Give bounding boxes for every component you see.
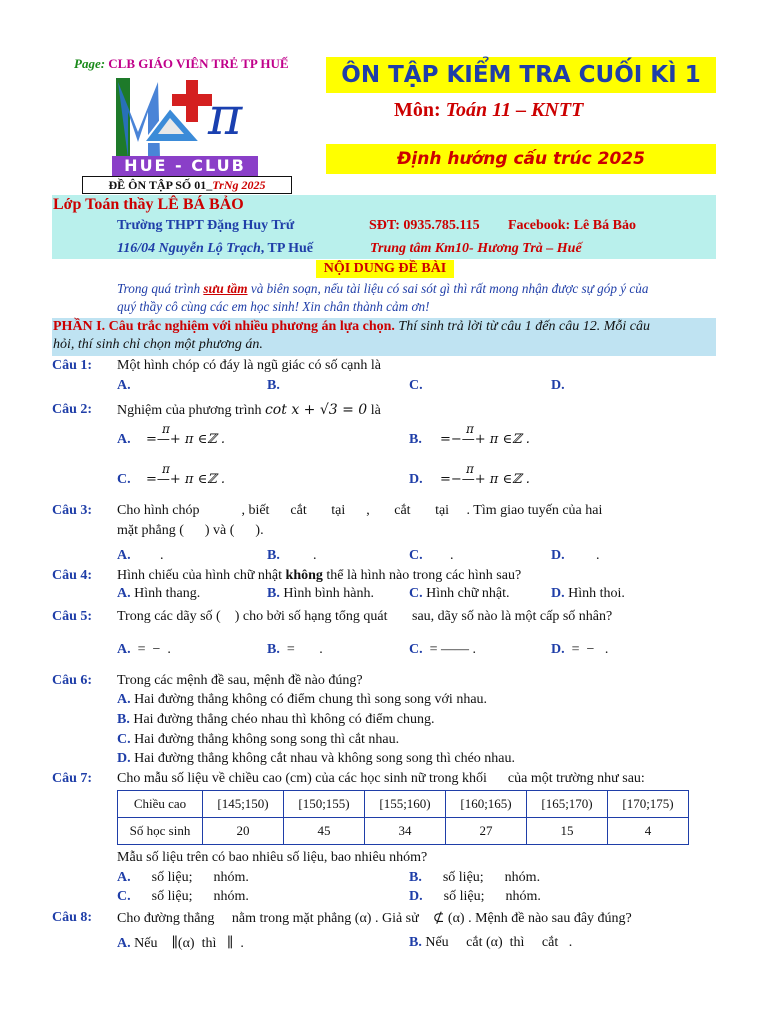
page-title: ÔN TẬP KIỂM TRA CUỐI KÌ 1 bbox=[341, 62, 701, 88]
q2-b-frac: =−—+ π ∈ℤ . bbox=[440, 432, 530, 447]
svg-text:π: π bbox=[208, 87, 243, 147]
q6-option-d[interactable] bbox=[117, 751, 515, 767]
table-cell: 20 bbox=[203, 818, 284, 845]
q2-stem: Nghiệm của phương trình bbox=[117, 403, 262, 418]
orientation: Định hướng cấu trúc 2025 bbox=[397, 149, 645, 169]
q6-d-label: D. bbox=[117, 751, 131, 766]
intro-line-2: quý thầy cô cùng các em học sinh! Xin chân thành cảm ơn! bbox=[117, 299, 430, 314]
q3-stem: Cho hình chóp , biết cắt tại , cắt tại . Tìm giao tuyến của hai bbox=[117, 503, 603, 518]
logo-text: HUE - CLUB bbox=[112, 156, 258, 176]
address: 116/04 Nguyễn Lộ Trạch bbox=[117, 241, 261, 256]
facebook: Facebook: Lê Bá Bảo bbox=[508, 218, 636, 233]
q7-a-label: A. bbox=[117, 870, 131, 885]
class-name: Lớp Toán thầy LÊ BÁ BẢO bbox=[53, 196, 244, 213]
q5-option-b[interactable] bbox=[267, 642, 323, 658]
q5-b-math: = . bbox=[286, 642, 323, 657]
q6-a-label: A. bbox=[117, 692, 131, 707]
page-source bbox=[74, 56, 289, 72]
q4-a-label: A. bbox=[117, 586, 131, 601]
city: , TP Huế bbox=[260, 241, 314, 256]
intro-1a: Trong quá trình bbox=[117, 281, 204, 296]
q6-c-text: Hai đường thẳng không song song thì cắt nhau. bbox=[130, 732, 400, 747]
q7-a-text: số liệu; nhóm. bbox=[151, 870, 249, 885]
table-cell: [165;170) bbox=[527, 791, 608, 818]
q6-d-text: Hai đường thẳng không cắt nhau và không song song thì chéo nhau. bbox=[130, 751, 515, 766]
q6-b-text: Hai đường thẳng chéo nhau thì không có điểm chung. bbox=[129, 712, 435, 727]
table-cell: 27 bbox=[446, 818, 527, 845]
part1-desc-1: Thí sinh trả lời từ câu 1 đến câu 12. Mỗi câu bbox=[394, 319, 650, 334]
subject: Toán 11 – KNTT bbox=[445, 99, 584, 121]
exam-code-box bbox=[82, 176, 292, 194]
table-cell: 4 bbox=[608, 818, 689, 845]
q2-option-c[interactable]: C. bbox=[117, 472, 131, 487]
q2-option-b[interactable]: B. bbox=[409, 432, 422, 447]
q5-d-math: = − . bbox=[571, 642, 609, 657]
q3-option-b-dot: . bbox=[313, 548, 317, 563]
q7-option-c[interactable] bbox=[117, 889, 249, 905]
center: Trung tâm Km10- Hương Trà – Huế bbox=[370, 241, 582, 256]
part1-label: PHẦN I. Câu trắc nghiệm với nhiều phương án lựa chọn. bbox=[53, 319, 395, 334]
q7-stem: Cho mẫu số liệu về chiều cao (cm) của các học sinh nữ trong khối của một trường như sau: bbox=[117, 771, 645, 786]
q3-option-d[interactable]: D. bbox=[551, 548, 565, 563]
q1-stem: Một hình chóp có đáy là ngũ giác có số cạnh là bbox=[117, 358, 381, 373]
orientation-banner bbox=[326, 144, 716, 174]
q7-stem-2: Mẫu số liệu trên có bao nhiêu số liệu, bao nhiêu nhóm? bbox=[117, 850, 428, 865]
page-prefix: Page: bbox=[74, 56, 106, 71]
q2-a-frac: =—+ π ∈ℤ . bbox=[146, 432, 225, 447]
q7-data-table bbox=[117, 790, 689, 845]
q7-b-label: B. bbox=[409, 870, 422, 885]
q4-c-text: Hình chữ nhật. bbox=[426, 586, 510, 601]
q8-a-text: Nếu ∥(α) thì ∥ . bbox=[130, 936, 244, 951]
q4-option-c[interactable] bbox=[409, 586, 510, 602]
q2-d-num: π bbox=[466, 462, 474, 476]
phone: SĐT: 0935.785.115 bbox=[369, 218, 480, 233]
q5-a-label: A. bbox=[117, 642, 131, 657]
q7-c-text: số liệu; nhóm. bbox=[151, 889, 249, 904]
q4-option-a[interactable] bbox=[117, 586, 200, 602]
table-cell-header: Chiều cao bbox=[118, 791, 203, 818]
q2-option-a-math bbox=[146, 422, 225, 447]
q1-label: Câu 1: bbox=[52, 358, 93, 373]
address-line bbox=[117, 241, 313, 257]
q8-a-label: A. bbox=[117, 936, 131, 951]
q4-d-label: D. bbox=[551, 586, 565, 601]
q8-b-text: Nếu cắt (α) thì cắt . bbox=[421, 935, 573, 950]
q8-b-label: B. bbox=[409, 935, 422, 950]
q5-c-math: = —— . bbox=[429, 642, 477, 657]
q1-option-d[interactable]: D. bbox=[551, 378, 565, 393]
q3-stem-2: mặt phẳng ( ) và ( ). bbox=[117, 523, 264, 538]
q2-stem-line bbox=[117, 402, 381, 419]
table-cell-header: Số học sinh bbox=[118, 818, 203, 845]
intro-1c: và biên soạn, nếu tài liệu có sai sót gì thì rất mong nhận được sự góp ý của bbox=[247, 281, 649, 296]
q4-stem-a: Hình chiếu của hình chữ nhật bbox=[117, 568, 286, 583]
q4-b-text: Hình bình hành. bbox=[283, 586, 374, 601]
q8-option-b[interactable] bbox=[409, 935, 572, 951]
q6-a-text: Hai đường thẳng không có điểm chung thì song song với nhau. bbox=[130, 692, 488, 707]
q2-a-num: π bbox=[162, 422, 170, 436]
q2-b-num: π bbox=[466, 422, 474, 436]
q5-a-math: = − . bbox=[137, 642, 171, 657]
q2-c-num: π bbox=[162, 462, 170, 476]
part1-line-2: hỏi, thí sinh chỉ chọn một phương án. bbox=[53, 337, 263, 352]
q2-option-c-math bbox=[146, 462, 225, 487]
q6-stem: Trong các mệnh đề sau, mệnh đề nào đúng? bbox=[117, 673, 363, 688]
q5-b-label: B. bbox=[267, 642, 280, 657]
q5-label: Câu 5: bbox=[52, 609, 93, 624]
q6-b-label: B. bbox=[117, 712, 130, 727]
q7-c-label: C. bbox=[117, 889, 131, 904]
q8-option-a[interactable] bbox=[117, 935, 244, 952]
q6-label: Câu 6: bbox=[52, 673, 93, 688]
q8-label: Câu 8: bbox=[52, 910, 93, 925]
table-cell: 45 bbox=[284, 818, 365, 845]
content-title: NỘI DUNG ĐỀ BÀI bbox=[316, 260, 454, 278]
q7-option-d[interactable] bbox=[409, 889, 541, 905]
subject-label: Môn: bbox=[394, 99, 441, 121]
q2-stem-end: là bbox=[370, 403, 381, 418]
table-cell: [145;150) bbox=[203, 791, 284, 818]
q4-stem bbox=[117, 568, 521, 584]
q2-option-a[interactable]: A. bbox=[117, 432, 131, 447]
q4-label: Câu 4: bbox=[52, 568, 93, 583]
table-cell: 34 bbox=[365, 818, 446, 845]
title-banner bbox=[326, 57, 716, 93]
q5-d-label: D. bbox=[551, 642, 565, 657]
q8-stem: Cho đường thẳng nằm trong mặt phẳng (α) . Giả sử ⊄ (α) . Mệnh đề nào sau đây đúng? bbox=[117, 911, 632, 926]
page-name: CLB GIÁO VIÊN TRẺ TP HUẾ bbox=[108, 56, 289, 71]
q2-c-frac: =—+ π ∈ℤ . bbox=[146, 472, 225, 487]
q2-d-frac: =−—+ π ∈ℤ . bbox=[440, 472, 530, 487]
q7-label: Câu 7: bbox=[52, 771, 93, 786]
subject-line bbox=[394, 99, 583, 122]
q3-option-b[interactable]: B. bbox=[267, 548, 280, 563]
q3-option-c-dot: . bbox=[450, 548, 454, 563]
q5-c-label: C. bbox=[409, 642, 423, 657]
q1-option-b[interactable]: B. bbox=[267, 378, 280, 393]
q2-stem-math: cot x + √3 = 0 bbox=[264, 402, 368, 418]
part1-line-1 bbox=[53, 319, 650, 335]
table-cell: 15 bbox=[527, 818, 608, 845]
table-cell: [160;165) bbox=[446, 791, 527, 818]
intro-line-1 bbox=[117, 281, 648, 297]
q3-label: Câu 3: bbox=[52, 503, 93, 518]
exam-code: ĐỀ ÔN TẬP SỐ 01_ bbox=[108, 178, 213, 192]
intro-1b: sưu tầm bbox=[203, 281, 248, 296]
q6-option-b[interactable] bbox=[117, 712, 435, 728]
table-cell: [170;175) bbox=[608, 791, 689, 818]
q1-option-a[interactable]: A. bbox=[117, 378, 131, 393]
q4-stem-b: không bbox=[285, 568, 323, 583]
q7-table-wrap bbox=[117, 790, 689, 845]
q7-option-a[interactable] bbox=[117, 870, 249, 886]
q2-option-d[interactable]: D. bbox=[409, 472, 423, 487]
q3-option-a-dot: . bbox=[160, 548, 164, 563]
q3-option-d-dot: . bbox=[596, 548, 600, 563]
q4-a-text: Hình thang. bbox=[134, 586, 201, 601]
q6-c-label: C. bbox=[117, 732, 131, 747]
q5-option-c[interactable] bbox=[409, 642, 476, 658]
q4-b-label: B. bbox=[267, 586, 280, 601]
school: Trường THPT Đặng Huy Trứ bbox=[117, 218, 295, 233]
q6-option-a[interactable] bbox=[117, 692, 487, 708]
q4-c-label: C. bbox=[409, 586, 423, 601]
q7-d-label: D. bbox=[409, 889, 423, 904]
q7-d-text: số liệu; nhóm. bbox=[443, 889, 541, 904]
q4-d-text: Hình thoi. bbox=[568, 586, 625, 601]
q6-option-c[interactable] bbox=[117, 732, 399, 748]
q3-option-a[interactable]: A. bbox=[117, 548, 131, 563]
q4-option-d[interactable] bbox=[551, 586, 625, 602]
table-row bbox=[118, 791, 689, 818]
q4-stem-c: thể là hình nào trong các hình sau? bbox=[322, 568, 522, 583]
q3-option-c[interactable]: C. bbox=[409, 548, 423, 563]
table-cell: [155;160) bbox=[365, 791, 446, 818]
q1-option-c[interactable]: C. bbox=[409, 378, 423, 393]
q2-label: Câu 2: bbox=[52, 402, 93, 417]
exam-code-suffix: TrNg 2025 bbox=[212, 178, 266, 192]
q2-option-d-math bbox=[440, 462, 530, 487]
table-row bbox=[118, 818, 689, 845]
q5-option-d[interactable] bbox=[551, 642, 608, 658]
q2-option-b-math bbox=[440, 422, 530, 447]
table-cell: [150;155) bbox=[284, 791, 365, 818]
q7-b-text: số liệu; nhóm. bbox=[442, 870, 541, 885]
q7-option-b[interactable] bbox=[409, 870, 540, 886]
q4-option-b[interactable] bbox=[267, 586, 374, 602]
q5-stem: Trong các dãy số ( ) cho bởi số hạng tổng quát sau, dãy số nào là một cấp số nhân? bbox=[117, 609, 613, 624]
q5-option-a[interactable] bbox=[117, 642, 171, 658]
hue-club-logo bbox=[108, 72, 260, 178]
